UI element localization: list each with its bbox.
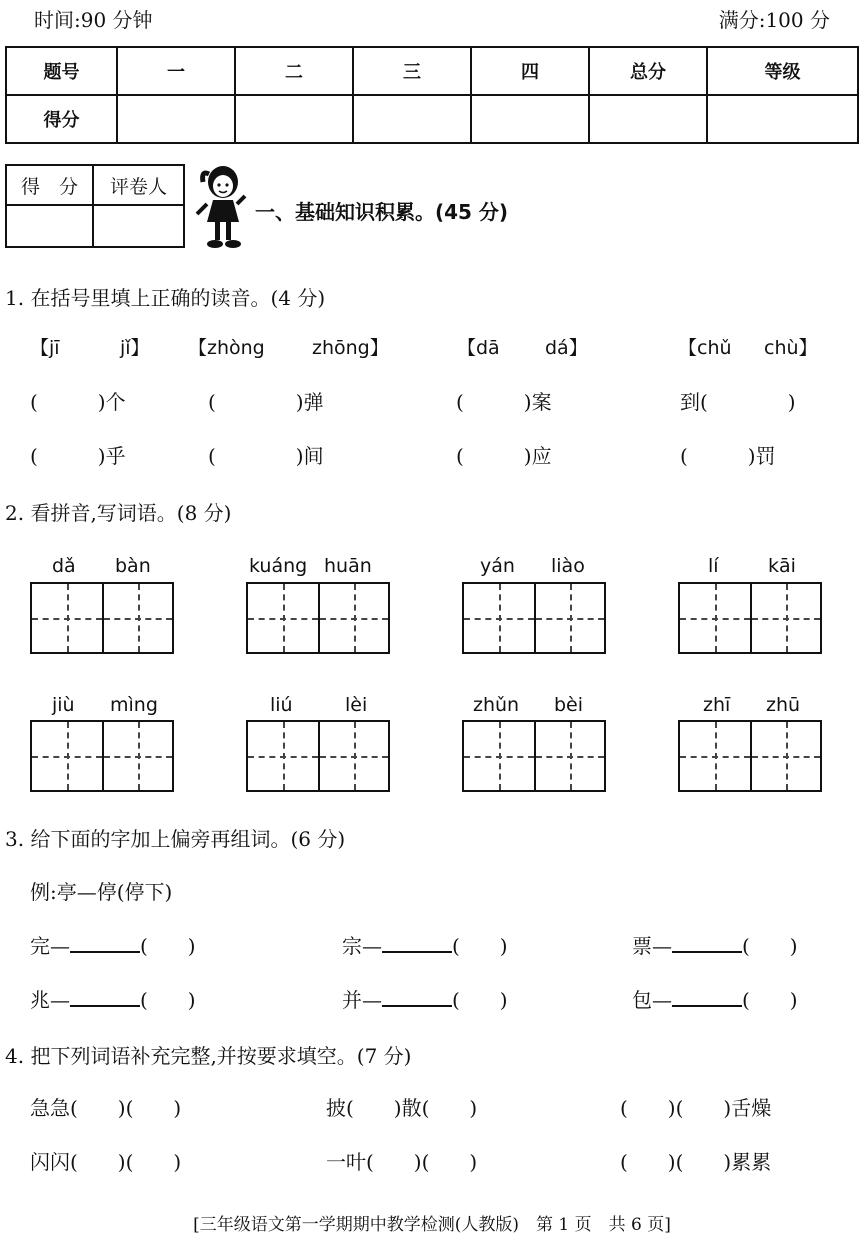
q1-blank[interactable]: ( )弹	[208, 390, 324, 414]
q4-item[interactable]: ( )( )累累	[620, 1150, 772, 1174]
q3-char: 包—	[632, 988, 672, 1012]
q1-title: 1. 在括号里填上正确的读音。(4 分)	[5, 286, 326, 310]
q1-blank[interactable]: ( )乎	[30, 444, 126, 468]
q2-title: 2. 看拼音,写词语。(8 分)	[5, 501, 232, 525]
q3-paren[interactable]: ( )	[140, 934, 196, 958]
q4-item[interactable]: 披( )散( )	[326, 1096, 478, 1120]
q2-pinyin: bàn	[115, 555, 151, 577]
girl-illustration-icon	[193, 160, 249, 250]
q3-example: 例:亭—停(停下)	[30, 880, 173, 904]
grader-score-label: 得 分	[6, 165, 93, 205]
q3-item[interactable]	[342, 984, 508, 1013]
q2-pinyin: huān	[324, 555, 372, 577]
score-input-cell[interactable]	[353, 95, 471, 143]
q1-blank[interactable]: ( )应	[456, 444, 552, 468]
q2-pinyin: liào	[551, 555, 585, 577]
writing-grid[interactable]	[30, 720, 174, 792]
q3-paren[interactable]: ( )	[742, 988, 798, 1012]
score-input-cell[interactable]	[589, 95, 707, 143]
grader-name-cell[interactable]	[93, 205, 184, 247]
q2-pinyin: kāi	[768, 555, 796, 577]
writing-grid[interactable]	[678, 720, 822, 792]
score-row-label: 得分	[6, 95, 117, 143]
q3-item[interactable]	[632, 984, 798, 1013]
score-input-cell[interactable]	[235, 95, 353, 143]
q1-blank[interactable]: 到( )	[680, 390, 796, 414]
writing-grid[interactable]	[462, 582, 606, 654]
q3-char: 兆—	[30, 988, 70, 1012]
q3-paren[interactable]: ( )	[742, 934, 798, 958]
score-header-cell: 三	[353, 47, 471, 95]
q3-item[interactable]	[30, 984, 196, 1013]
score-header-cell: 等级	[707, 47, 858, 95]
q1-option-right: jǐ】	[120, 337, 150, 359]
q3-item[interactable]	[342, 930, 508, 959]
grader-table	[5, 164, 185, 248]
q3-char: 宗—	[342, 934, 382, 958]
score-input-cell[interactable]	[707, 95, 858, 143]
q1-option-right: dá】	[545, 337, 588, 359]
q2-pinyin: zhī	[703, 694, 731, 716]
score-header-cell: 总分	[589, 47, 707, 95]
exam-time: 时间:90 分钟	[34, 8, 153, 32]
q3-paren[interactable]: ( )	[140, 988, 196, 1012]
q3-char: 票—	[632, 934, 672, 958]
writing-grid[interactable]	[246, 582, 390, 654]
q2-pinyin: jiù	[52, 694, 75, 716]
q2-pinyin: lèi	[345, 694, 368, 716]
q1-option-left: 【jī	[30, 337, 60, 359]
score-header-cell: 四	[471, 47, 589, 95]
q4-item[interactable]: ( )( )舌燥	[620, 1096, 772, 1120]
q4-item[interactable]: 急急( )( )	[30, 1096, 182, 1120]
q2-pinyin: yán	[480, 555, 515, 577]
q2-pinyin: bèi	[554, 694, 584, 716]
q1-option-right: chù】	[764, 337, 818, 359]
writing-grid[interactable]	[462, 720, 606, 792]
q1-option-left: 【dā	[457, 337, 500, 359]
q2-pinyin: zhǔn	[473, 694, 520, 716]
writing-grid[interactable]	[246, 720, 390, 792]
grader-name-label: 评卷人	[93, 165, 184, 205]
q3-char: 并—	[342, 988, 382, 1012]
q1-blank[interactable]: ( )案	[456, 390, 552, 414]
score-input-cell[interactable]	[471, 95, 589, 143]
score-header-cell: 一	[117, 47, 235, 95]
score-table	[5, 46, 859, 144]
q3-blank[interactable]	[672, 933, 742, 953]
q1-option-left: 【zhòng	[188, 337, 265, 359]
q3-item[interactable]	[632, 930, 798, 959]
q3-blank[interactable]	[672, 987, 742, 1007]
q2-pinyin: dǎ	[52, 555, 76, 577]
score-header-cell: 二	[235, 47, 353, 95]
q1-blank[interactable]: ( )个	[30, 390, 126, 414]
q2-pinyin: liú	[270, 694, 293, 716]
q1-option-left: 【chǔ	[678, 337, 732, 359]
q3-item[interactable]	[30, 930, 196, 959]
score-input-cell[interactable]	[117, 95, 235, 143]
q2-pinyin: kuáng	[249, 555, 308, 577]
grader-score-cell[interactable]	[6, 205, 93, 247]
score-header-cell: 题号	[6, 47, 117, 95]
q3-blank[interactable]	[70, 933, 140, 953]
q3-char: 完—	[30, 934, 70, 958]
q1-option-right: zhōng】	[312, 337, 389, 359]
q1-blank[interactable]: ( )间	[208, 444, 324, 468]
writing-grid[interactable]	[678, 582, 822, 654]
section1-title: 一、基础知识积累。(45 分)	[255, 200, 509, 224]
q2-pinyin: zhū	[766, 694, 801, 716]
full-score: 满分:100 分	[718, 8, 830, 32]
writing-grid[interactable]	[30, 582, 174, 654]
q2-pinyin: lí	[708, 555, 719, 577]
q4-item[interactable]: 一叶( )( )	[326, 1150, 478, 1174]
q2-pinyin: mìng	[110, 694, 158, 716]
q3-blank[interactable]	[382, 933, 452, 953]
q3-paren[interactable]: ( )	[452, 934, 508, 958]
q3-blank[interactable]	[70, 987, 140, 1007]
q4-title: 4. 把下列词语补充完整,并按要求填空。(7 分)	[5, 1044, 412, 1068]
page-footer: [三年级语文第一学期期中教学检测(人教版) 第 1 页 共 6 页]	[193, 1215, 671, 1235]
q1-blank[interactable]: ( )罚	[680, 444, 776, 468]
q4-item[interactable]: 闪闪( )( )	[30, 1150, 182, 1174]
q3-title: 3. 给下面的字加上偏旁再组词。(6 分)	[5, 827, 346, 851]
q3-paren[interactable]: ( )	[452, 988, 508, 1012]
q3-blank[interactable]	[382, 987, 452, 1007]
